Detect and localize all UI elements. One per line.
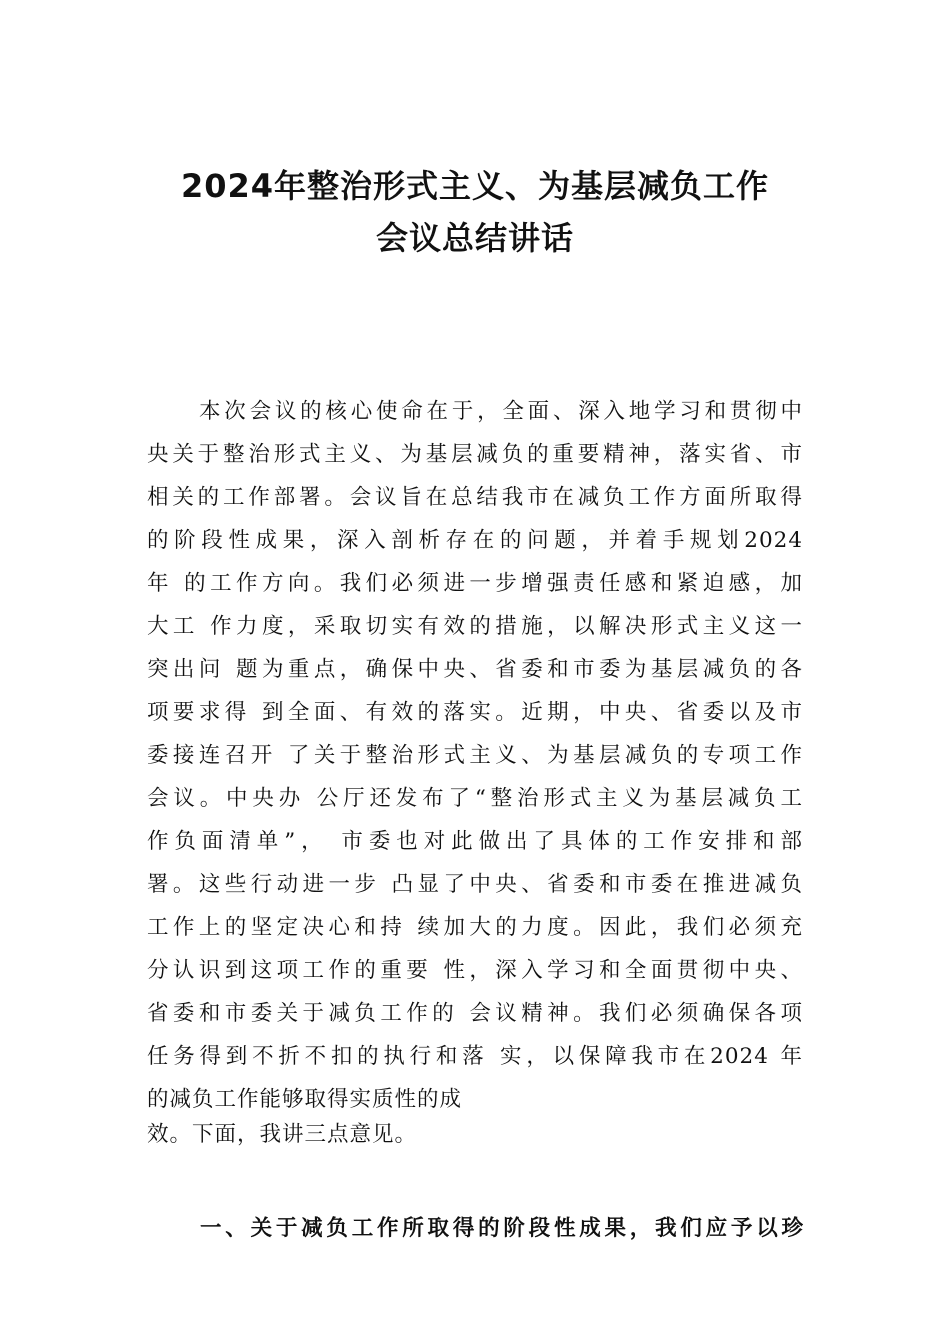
document-title [0, 160, 950, 264]
paragraph-line: 大工 作力度，采取切实有效的措施，以解决形式主义这一 [147, 614, 803, 639]
paragraph-line: 署。这些行动进一步 凸显了中央、省委和市委在推进减负 [147, 872, 803, 897]
paragraph-line: 委接连召开 了关于整治形式主义、为基层减负的专项工作 [147, 743, 803, 768]
title-line-2: 会议总结讲话 [375, 219, 574, 257]
body-paragraph [147, 390, 803, 1121]
paragraph-line: 项要求得 到全面、有效的落实。近期，中央、省委以及市 [147, 700, 803, 725]
paragraph-line: 分认识到这项工作的重要 性，深入学习和全面贯彻中央、 [147, 958, 803, 983]
title-line-1: 2024年整治形式主义、为基层减负工作 [180, 167, 770, 205]
paragraph-line: 的阶段性成果，深入剖析存在的问题，并着手规划2024 [147, 528, 803, 553]
paragraph-line: 本次会议的核心使命在于，全面、深入地学习和贯彻中 [199, 399, 803, 424]
paragraph-line: 省委和市委关于减负工作的 会议精神。我们必须确保各项 [147, 1001, 803, 1026]
paragraph-line: 相关的工作部署。会议旨在总结我市在减负工作方面所取得 [147, 485, 803, 510]
paragraph-line: 年 的工作方向。我们必须进一步增强责任感和紧迫感，加 [147, 571, 803, 596]
section-heading: 一、关于减负工作所取得的阶段性成果，我们应予以珍 [200, 1216, 803, 1241]
paragraph-line: 作负面清单”， 市委也对此做出了具体的工作安排和部 [147, 829, 803, 854]
paragraph-line: 任务得到不折不扣的执行和落 实，以保障我市在2024 年 [147, 1044, 803, 1069]
paragraph-line: 会议。中央办 公厅还发布了“整治形式主义为基层减负工 [147, 786, 803, 811]
paragraph-line: 央关于整治形式主义、为基层减负的重要精神，落实省、市 [147, 442, 803, 467]
paragraph-line: 工作上的坚定决心和持 续加大的力度。因此，我们必须充 [147, 915, 803, 940]
paragraph-line: 突出问 题为重点，确保中央、省委和市委为基层减负的各 [147, 657, 803, 682]
closing-line: 效。下面，我讲三点意见。 [147, 1122, 418, 1147]
paragraph-line: 的减负工作能够取得实质性的成 [147, 1087, 463, 1112]
